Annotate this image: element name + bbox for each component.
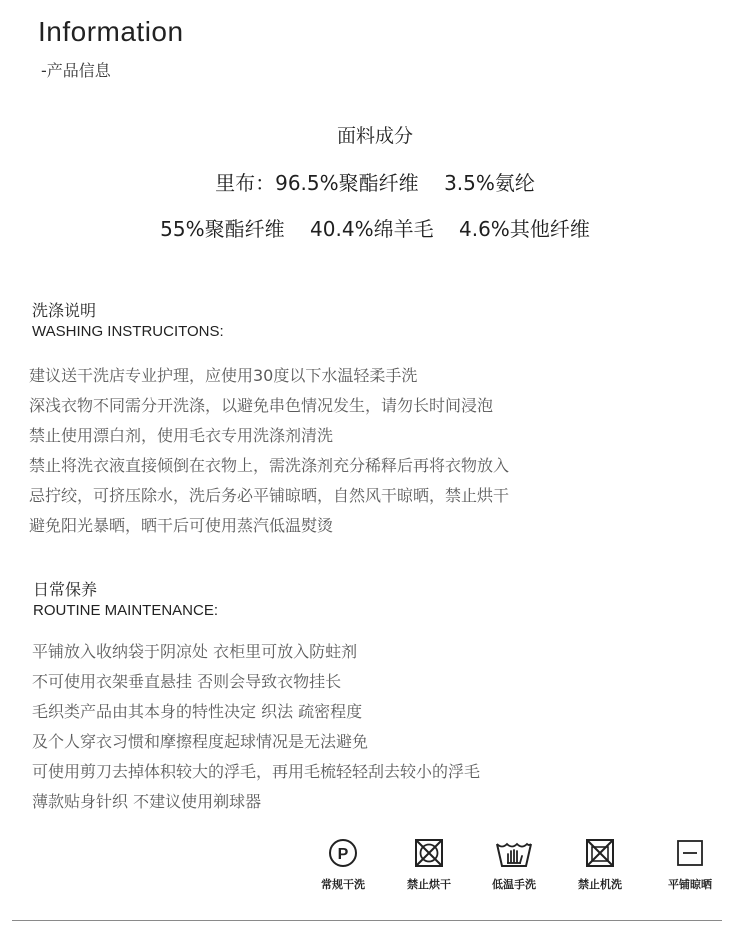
care-line: 毛织类产品由其本身的特性决定 织法 疏密程度 xyxy=(32,702,363,721)
care-icon-item xyxy=(474,838,554,892)
washing-section-title: 洗涤说明 xyxy=(32,301,97,320)
hand-wash-icon xyxy=(495,838,533,868)
care-icon-label: 低温手洗 xyxy=(492,878,536,891)
fabric-composition-line: 55%聚酯纤维 40.4%绵羊毛 4.6%其他纤维 xyxy=(160,217,590,241)
page-title: Information xyxy=(38,16,184,47)
svg-text:P: P xyxy=(337,846,349,863)
bottom-divider xyxy=(12,920,722,921)
care-icon-item xyxy=(303,838,383,892)
washing-line: 建议送干洗店专业护理，应使用30度以下水温轻柔手洗 xyxy=(29,366,418,385)
washing-line: 禁止将洗衣液直接倾倒在衣物上，需洗涤剂充分稀释后再将衣物放入 xyxy=(29,456,510,475)
washing-line: 忌拧绞，可挤压除水，洗后务必平铺晾晒，自然风干晾晒，禁止烘干 xyxy=(29,486,510,505)
care-icon-item xyxy=(560,838,640,892)
washing-section-subtitle: WASHING INSTRUCITONS: xyxy=(32,323,224,340)
care-section-title: 日常保养 xyxy=(33,580,98,599)
care-icons-row xyxy=(0,838,750,908)
care-icon-label: 平铺晾晒 xyxy=(668,878,712,891)
no-tumble-dry-icon xyxy=(414,838,444,868)
care-section-subtitle: ROUTINE MAINTENANCE: xyxy=(33,602,219,619)
care-icon-item xyxy=(650,838,730,892)
care-icon-item xyxy=(389,838,469,892)
care-line: 可使用剪刀去掉体积较大的浮毛，再用毛梳轻轻刮去较小的浮毛 xyxy=(32,762,481,781)
no-machine-wash-icon xyxy=(585,838,615,868)
fabric-section-title: 面料成分 xyxy=(336,125,413,147)
washing-line: 禁止使用漂白剂，使用毛衣专用洗涤剂清洗 xyxy=(29,426,334,445)
care-line: 薄款贴身针织 不建议使用剃球器 xyxy=(32,792,262,811)
care-icon-label: 禁止烘干 xyxy=(407,878,451,891)
dry-clean-p-icon xyxy=(328,838,358,868)
washing-line: 深浅衣物不同需分开洗涤，以避免串色情况发生，请勿长时间浸泡 xyxy=(29,396,494,415)
dry-flat-icon xyxy=(675,838,705,868)
page-subtitle: -产品信息 xyxy=(41,61,111,80)
care-line: 及个人穿衣习惯和摩擦程度起球情况是无法避免 xyxy=(32,732,369,751)
fabric-composition-line: 里布：96.5%聚酯纤维 3.5%氨纶 xyxy=(215,171,535,195)
washing-line: 避免阳光暴晒，晒干后可使用蒸汽低温熨烫 xyxy=(29,516,334,535)
care-icon-label: 禁止机洗 xyxy=(578,878,622,891)
care-icon-label: 常规干洗 xyxy=(321,878,365,891)
care-line: 平铺放入收纳袋于阴凉处 衣柜里可放入防蛀剂 xyxy=(32,642,358,661)
care-instructions xyxy=(32,637,480,817)
washing-instructions xyxy=(29,361,509,541)
care-line: 不可使用衣架垂直悬挂 否则会导致衣物挂长 xyxy=(32,672,342,691)
